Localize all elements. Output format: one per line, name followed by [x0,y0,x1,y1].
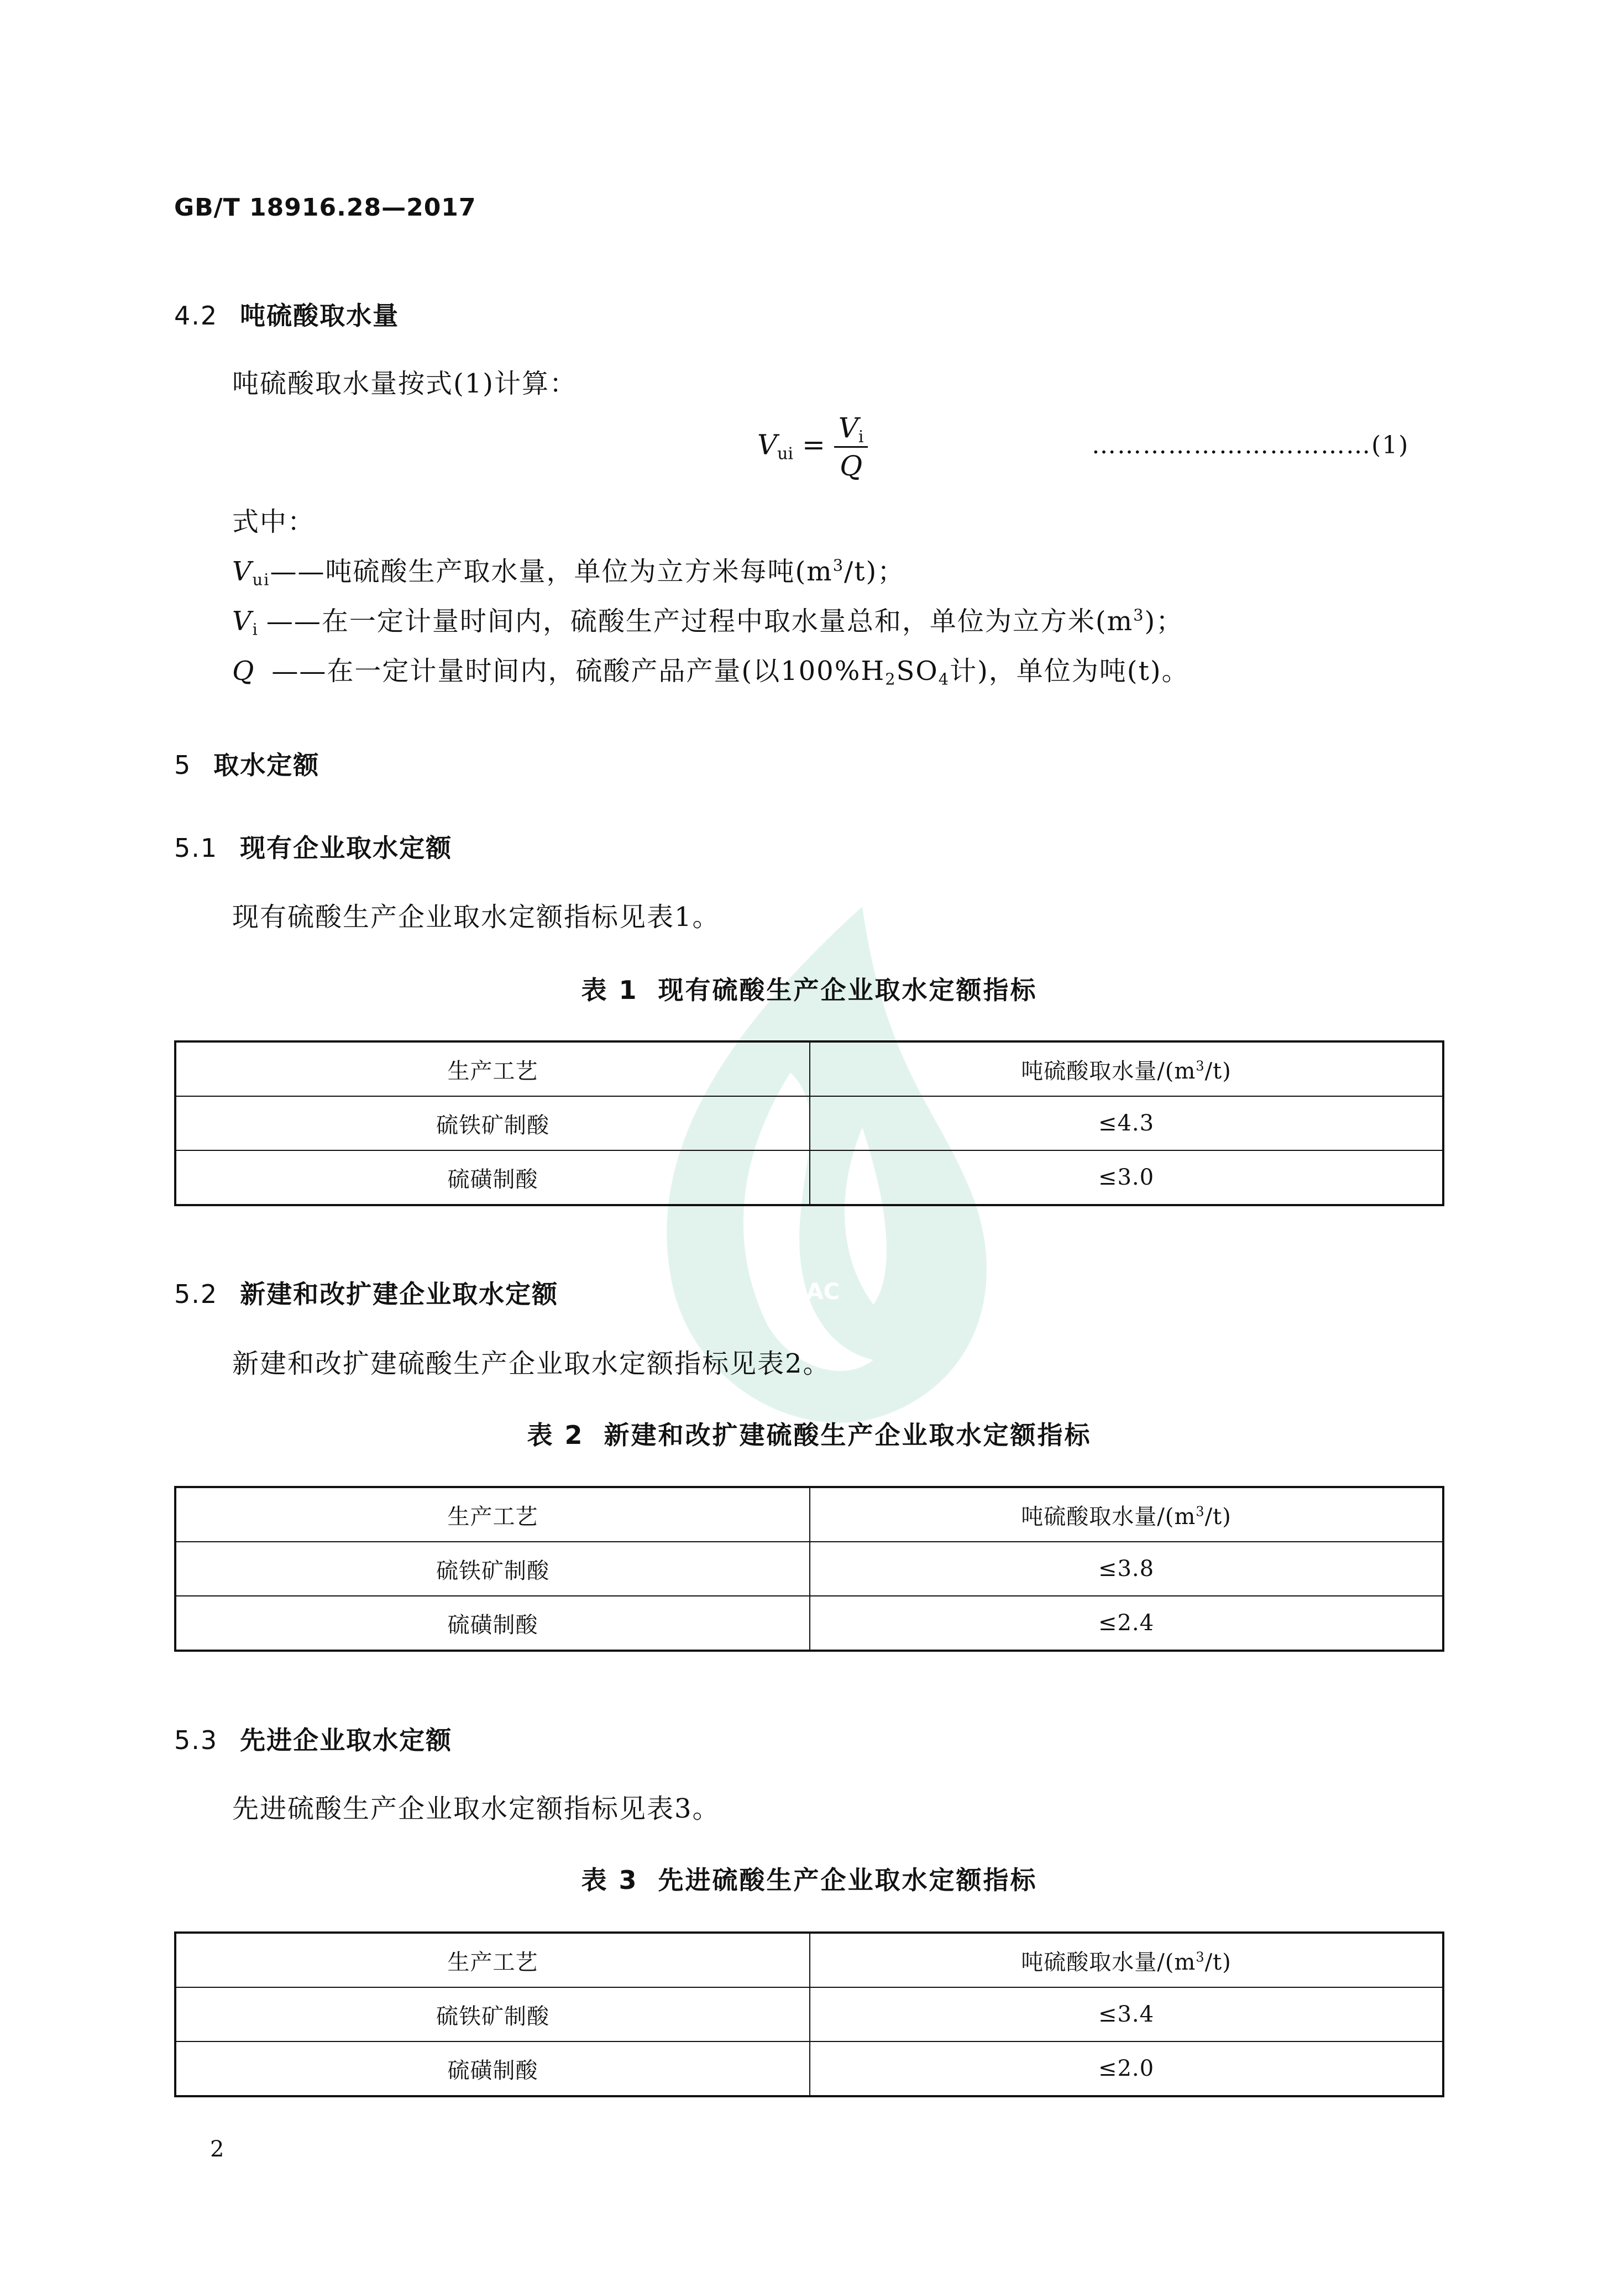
formula-label: ……………………………(1) [1092,431,1410,459]
header-water-intake: 吨硫酸取水量$/(m^3/t)$ [810,1933,1443,1987]
header-water-intake: 吨硫酸取水量$/(m^3/t)$ [810,1041,1443,1096]
header-process: 生产工艺 [175,1933,810,1987]
section-5-2-intro: 新建和改扩建硫酸生产企业取水定额指标见表2。 [232,1348,831,1379]
table-header-row [175,1041,1443,1096]
table-header-row [175,1933,1443,1987]
formula-equals: = [801,428,825,461]
definition-vui: $V_{ui}——$吨硫酸生产取水量，单位为立方米每吨$(m^3/t)$； [232,556,905,589]
table-row [175,1150,1443,1205]
cell-process: 硫磺制酸 [175,1150,810,1205]
cell-process: 硫磺制酸 [175,1596,810,1651]
cell-value: ≤2.0 [810,2041,1443,2096]
table-row [175,1096,1443,1150]
page-number: 2 [210,2137,224,2162]
header-water-intake: 吨硫酸取水量$/(m^3/t)$ [810,1487,1443,1542]
cell-process: 硫铁矿制酸 [175,1987,810,2041]
formula-1 [757,412,868,482]
section-5-1-heading: 5.1 现有企业取水定额 [174,833,453,863]
section-5-2-heading: 5.2 新建和改扩建企业取水定额 [174,1279,559,1309]
cell-value: ≤3.8 [810,1542,1443,1596]
formula-lhs-var: V [757,428,778,461]
definition-q: Q ——在一定计量时间内，硫酸产品产量(以$100\%H_2SO_4$计)，单位为吨(t)。 [232,656,1190,689]
formula-fraction [834,412,868,482]
table-2-caption: 表 2 新建和改扩建硫酸生产企业取水定额指标 [527,1420,1092,1450]
section-4-2-intro: 吨硫酸取水量按式(1)计算： [232,368,577,399]
formula-den: Q [840,450,863,482]
table-2 [174,1486,1444,1652]
table-header-row [175,1487,1443,1542]
section-5-1-intro: 现有硫酸生产企业取水定额指标见表1。 [232,902,720,933]
formula-lhs-sub: ui [777,444,794,464]
table-row [175,1596,1443,1651]
watermark-text: SAC [790,1279,840,1305]
table-3-caption: 表 3 先进硫酸生产企业取水定额指标 [581,1865,1038,1895]
cell-process: 硫铁矿制酸 [175,1096,810,1150]
section-number: 4.2 [174,301,218,331]
table-3 [174,1931,1444,2097]
definition-vi: $V_i$ ——在一定计量时间内，硫酸生产过程中取水量总和，单位为立方米$(m^3)$； [232,605,1184,639]
where-label: 式中： [232,506,316,537]
cell-process: 硫铁矿制酸 [175,1542,810,1596]
section-5-3-intro: 先进硫酸生产企业取水定额指标见表3。 [232,1793,720,1824]
header-process: 生产工艺 [175,1041,810,1096]
table-row [175,1542,1443,1596]
table-row [175,2041,1443,2096]
formula-num-var: V [838,412,858,444]
cell-value: ≤4.3 [810,1096,1443,1150]
section-4-2-heading [174,296,399,332]
section-title: 吨硫酸取水量 [240,301,400,331]
cell-value: ≤3.0 [810,1150,1443,1205]
cell-process: 硫磺制酸 [175,2041,810,2096]
table-row [175,1987,1443,2041]
formula-num-sub: i [858,427,864,447]
cell-value: ≤2.4 [810,1596,1443,1651]
header-process: 生产工艺 [175,1487,810,1542]
table-1 [174,1040,1444,1206]
cell-value: ≤3.4 [810,1987,1443,2041]
section-5-heading: 5 取水定额 [174,750,320,780]
section-5-3-heading: 5.3 先进企业取水定额 [174,1725,453,1755]
standard-number: GB/T 18916.28—2017 [174,193,476,222]
table-1-caption: 表 1 现有硫酸生产企业取水定额指标 [581,975,1038,1005]
